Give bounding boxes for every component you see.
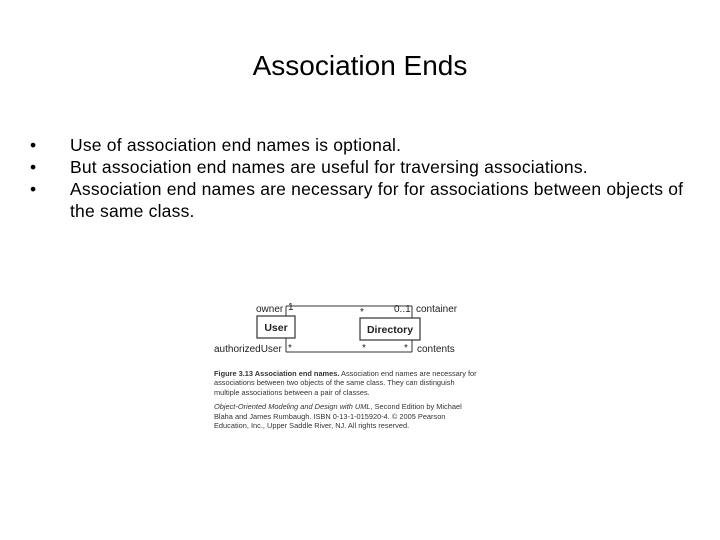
- caption-figure-text: Association end names are necessary for associations between two objects of the same class. They can distinguish multiple associations between a pair of classes.: [214, 369, 477, 397]
- slide-title: Association Ends: [252, 50, 468, 81]
- bullet-text: Association end names are necessary for for associations between objects of the same class.: [70, 179, 684, 221]
- container-multiplicity: 0..1: [394, 304, 411, 315]
- contents-multiplicity: *: [404, 343, 408, 354]
- bullet-item: [30, 156, 690, 178]
- bullet-dot: •: [30, 135, 37, 155]
- bullet-text: But association end names are useful for traversing associations.: [70, 157, 588, 177]
- user-class-name: User: [264, 322, 288, 334]
- uml-diagram: [212, 293, 482, 369]
- caption-source-text: , Second Edition by Michael Blaha and James Rumbaugh. ISBN 0-13-1-015920-4. © 2005 Pearson Education, Inc., Upper Saddle River, NJ. All rights reserved.: [214, 402, 462, 431]
- contents-label: contents: [417, 344, 455, 355]
- figure-caption: [214, 369, 482, 430]
- caption-figure-label: Figure 3.13 Association end names.: [214, 369, 340, 378]
- caption-book-title: Object-Oriented Modeling and Design with UML: [214, 402, 371, 412]
- caption-description: [214, 369, 482, 397]
- authorized-directory-multiplicity: *: [362, 343, 366, 354]
- owner-directory-multiplicity: *: [360, 307, 364, 318]
- bullet-list: [30, 134, 690, 222]
- bullet-text: Use of association end names is optional.: [70, 135, 402, 155]
- owner-multiplicity: 1: [288, 302, 294, 313]
- directory-class-name: Directory: [366, 324, 414, 336]
- caption-source: [214, 402, 482, 430]
- owner-label: owner: [256, 304, 284, 315]
- container-label: container: [416, 304, 458, 315]
- authorized-user-label: authorizedUser: [214, 344, 282, 355]
- bullet-dot: •: [30, 157, 37, 177]
- bullet-item: [30, 178, 690, 222]
- bullet-dot: •: [30, 179, 37, 199]
- bullet-item: [30, 134, 690, 156]
- uml-figure: [212, 293, 482, 463]
- authorized-user-multiplicity: *: [288, 343, 292, 354]
